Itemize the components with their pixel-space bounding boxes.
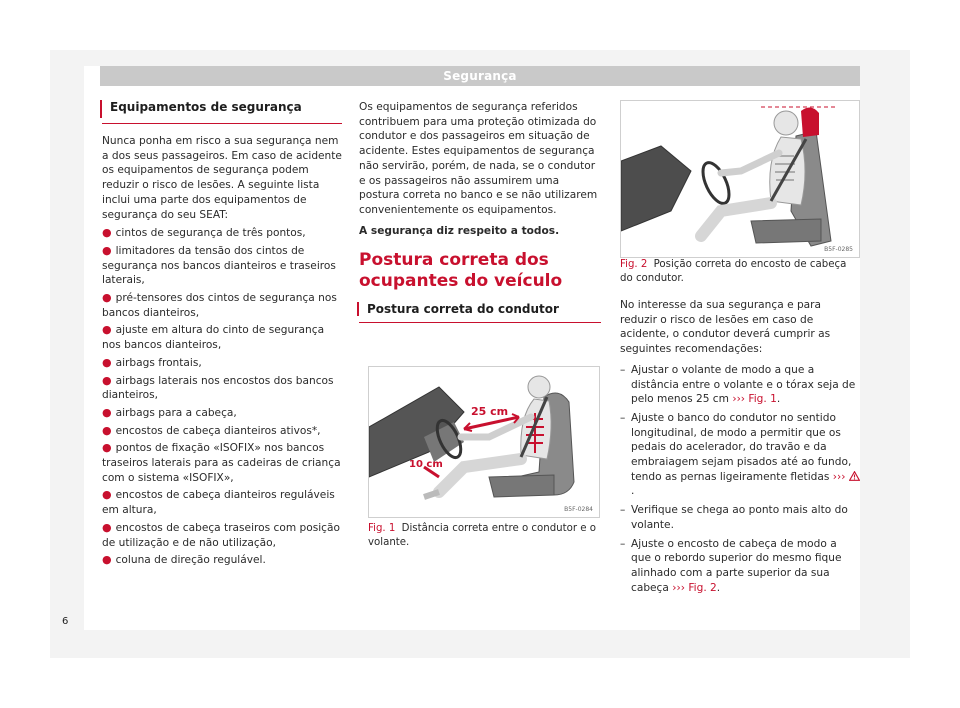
- list-item: ● coluna de direção regulável.: [102, 553, 266, 567]
- figure-code: B5F-0284: [564, 506, 593, 513]
- bullet-icon: ●: [102, 291, 112, 305]
- list-item: ● encostos de cabeça dianteiros ativos*,: [102, 423, 321, 437]
- main-heading: Postura correta dos ocupantes do veículo: [359, 250, 563, 292]
- bullet-icon: ●: [102, 323, 112, 337]
- bullet-icon: ●: [102, 355, 112, 369]
- section-title: Equipamentos de segurança: [100, 100, 342, 118]
- headrest-illustration: [621, 101, 859, 257]
- figure-label: Fig. 1: [368, 523, 396, 534]
- warning-reference-link[interactable]: ›››: [832, 470, 846, 483]
- subheading: Postura correta do condutor: [357, 302, 601, 316]
- figure-reference-link[interactable]: ››› Fig. 1: [732, 393, 777, 406]
- list-item: ● cintos de segurança de três pontos,: [102, 226, 306, 240]
- intro-paragraph: Nunca ponha em risco a sua segurança nem a dos seus passageiros. Em caso de acidente os equipamentos de segurança podem reduzir o risco de lesões. A seguinte lista inclui uma parte dos equipamentos de segurança do seu SEAT:: [102, 135, 342, 221]
- figure-reference-link[interactable]: ››› Fig. 2: [672, 581, 717, 594]
- list-item: ● airbags para a cabeça,: [102, 405, 237, 419]
- driver-distance-illustration: [369, 367, 599, 517]
- recommendations-intro: No interesse da sua segurança e para reduzir o risco de lesões em caso de acidente, o condutor deverá cumprir as seguintes recomendações:: [620, 299, 831, 356]
- list-item: ● airbags frontais,: [102, 355, 202, 369]
- distance-label-10: 10 cm: [409, 459, 443, 470]
- distance-label-25: 25 cm: [471, 405, 509, 418]
- bullet-icon: ●: [102, 423, 112, 437]
- list-item: ● pontos de fixação «ISOFIX» nos bancos traseiros laterais para as cadeiras de criança com o sistema «ISOFIX»,: [102, 441, 341, 484]
- bullet-icon: ●: [102, 488, 112, 502]
- warning-triangle-icon: [849, 471, 860, 481]
- bullet-icon: ●: [102, 441, 112, 455]
- chapter-header: Segurança: [100, 66, 860, 86]
- bullet-icon: ●: [102, 373, 112, 387]
- figure-1-caption: Fig. 1 Distância correta entre o condutor e o volante.: [368, 523, 597, 548]
- right-column: [620, 298, 860, 599]
- list-item: ● pré-tensores dos cintos de segurança nos bancos dianteiros,: [102, 291, 337, 319]
- list-item: ● limitadores da tensão dos cintos de segurança nos bancos dianteiros e traseiros laterais,: [102, 243, 336, 287]
- left-column: [102, 100, 342, 568]
- figure-2-caption: Fig. 2 Posição correta do encosto de cabeça do condutor.: [620, 259, 847, 284]
- bullet-icon: ●: [102, 520, 112, 534]
- recommendations-list: [620, 363, 860, 596]
- middle-column: [359, 100, 601, 323]
- list-item: – Ajuste o banco do condutor no sentido longitudinal, de modo a permitir que os pedais do acelerador, do travão e da embraiagem sejam pisados até ao fundo, tendo as pernas ligeiramente fletidas ››› .: [620, 411, 860, 499]
- list-item: – Verifique se chega ao ponto mais alto do volante.: [620, 503, 860, 532]
- equipment-list: [102, 226, 342, 568]
- middle-paragraph: Os equipamentos de segurança referidos contribuem para uma proteção otimizada do condutor e dos passageiros em situação de acidente. Estes equipamentos de segurança não servirão, porém, de nada, se o condutor e os passageiros não assumirem uma postura correta no banco e se não utilizarem convenientemente os equipamentos.: [359, 101, 598, 216]
- bullet-icon: ●: [102, 243, 112, 257]
- list-item: ● airbags laterais nos encostos dos bancos dianteiros,: [102, 373, 334, 402]
- figure-label: Fig. 2: [620, 259, 648, 270]
- figure-2-headrest-position: [620, 100, 860, 258]
- section-rule: [102, 123, 342, 124]
- page-number: 6: [62, 616, 69, 627]
- bullet-icon: ●: [102, 553, 112, 567]
- list-item: – Ajustar o volante de modo a que a distância entre o volante e o tórax seja de pelo menos 25 cm ››› Fig. 1.: [620, 363, 860, 407]
- bullet-icon: ●: [102, 405, 112, 419]
- figure-code: B5F-0285: [824, 246, 853, 253]
- list-item: ● encostos de cabeça traseiros com posição de utilização e de não utilização,: [102, 520, 340, 549]
- bullet-icon: ●: [102, 226, 112, 240]
- list-item: ● ajuste em altura do cinto de segurança nos bancos dianteiros,: [102, 323, 325, 352]
- bold-statement: A segurança diz respeito a todos.: [359, 224, 560, 237]
- list-item: ● encostos de cabeça dianteiros reguláveis em altura,: [102, 488, 335, 517]
- figure-1-driver-distance: [368, 366, 600, 518]
- list-item: – Ajuste o encosto de cabeça de modo a que o rebordo superior do mesmo fique alinhado com a parte superior da sua cabeça ››› Fig. 2.: [620, 537, 860, 596]
- subheading-rule: [359, 322, 601, 323]
